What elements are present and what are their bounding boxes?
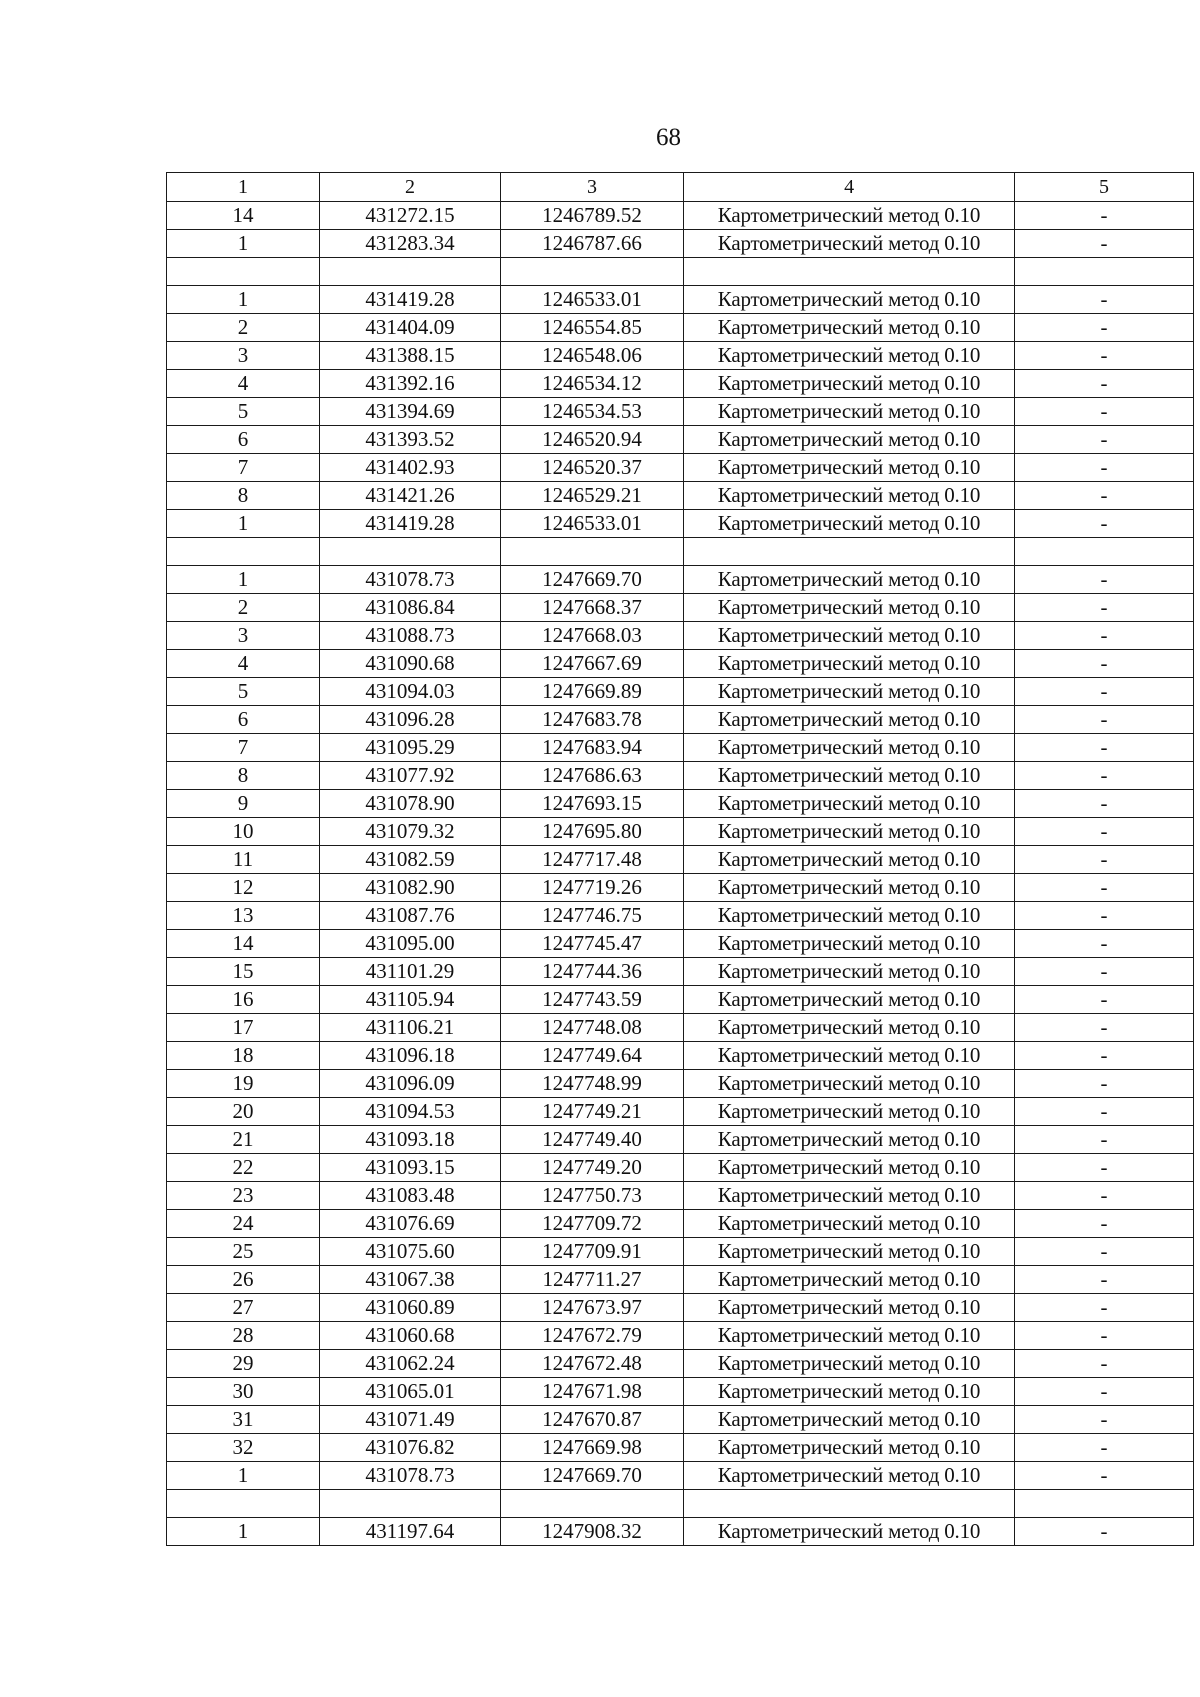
point-number-cell: 1 [167,286,320,314]
note-cell: - [1015,846,1194,874]
y-coordinate-cell: 1246529.21 [501,482,684,510]
y-coordinate-cell: 1247746.75 [501,902,684,930]
point-number-cell: 5 [167,678,320,706]
note-cell: - [1015,370,1194,398]
x-coordinate-cell: 431402.93 [320,454,501,482]
header-cell-1: 1 [167,173,320,202]
method-accuracy-cell: Картометрический метод 0.10 [684,1518,1015,1546]
point-number-cell: 8 [167,482,320,510]
table-row [167,286,1194,314]
method-accuracy-cell [684,258,1015,286]
y-coordinate-cell: 1247683.94 [501,734,684,762]
y-coordinate-cell: 1246533.01 [501,286,684,314]
y-coordinate-cell [501,538,684,566]
y-coordinate-cell: 1247672.79 [501,1322,684,1350]
note-cell: - [1015,482,1194,510]
table-row [167,230,1194,258]
table-row [167,566,1194,594]
point-number-cell: 15 [167,958,320,986]
method-accuracy-cell: Картометрический метод 0.10 [684,958,1015,986]
x-coordinate-cell: 431077.92 [320,762,501,790]
note-cell: - [1015,1322,1194,1350]
x-coordinate-cell: 431060.89 [320,1294,501,1322]
y-coordinate-cell: 1247673.97 [501,1294,684,1322]
point-number-cell: 3 [167,342,320,370]
y-coordinate-cell: 1246520.37 [501,454,684,482]
point-number-cell: 29 [167,1350,320,1378]
table-row [167,902,1194,930]
y-coordinate-cell: 1246554.85 [501,314,684,342]
point-number-cell: 20 [167,1098,320,1126]
y-coordinate-cell: 1247672.48 [501,1350,684,1378]
point-number-cell: 17 [167,1014,320,1042]
table-row [167,1154,1194,1182]
table-row [167,818,1194,846]
x-coordinate-cell: 431093.18 [320,1126,501,1154]
point-number-cell [167,538,320,566]
y-coordinate-cell: 1247750.73 [501,1182,684,1210]
x-coordinate-cell: 431065.01 [320,1378,501,1406]
y-coordinate-cell: 1247709.72 [501,1210,684,1238]
note-cell: - [1015,1266,1194,1294]
table-row [167,202,1194,230]
x-coordinate-cell: 431076.69 [320,1210,501,1238]
x-coordinate-cell: 431095.00 [320,930,501,958]
note-cell: - [1015,734,1194,762]
x-coordinate-cell: 431093.15 [320,1154,501,1182]
separator-row [167,538,1194,566]
table-row [167,454,1194,482]
point-number-cell: 27 [167,1294,320,1322]
y-coordinate-cell: 1246520.94 [501,426,684,454]
x-coordinate-cell: 431094.03 [320,678,501,706]
point-number-cell: 11 [167,846,320,874]
x-coordinate-cell: 431078.73 [320,566,501,594]
point-number-cell: 14 [167,202,320,230]
y-coordinate-cell: 1246534.53 [501,398,684,426]
method-accuracy-cell: Картометрический метод 0.10 [684,370,1015,398]
method-accuracy-cell [684,1490,1015,1518]
point-number-cell: 1 [167,1462,320,1490]
y-coordinate-cell: 1247669.70 [501,566,684,594]
method-accuracy-cell: Картометрический метод 0.10 [684,1210,1015,1238]
table-row [167,986,1194,1014]
note-cell: - [1015,1350,1194,1378]
note-cell: - [1015,1294,1194,1322]
y-coordinate-cell: 1247744.36 [501,958,684,986]
method-accuracy-cell: Картометрический метод 0.10 [684,930,1015,958]
x-coordinate-cell: 431101.29 [320,958,501,986]
note-cell [1015,258,1194,286]
note-cell: - [1015,1098,1194,1126]
x-coordinate-cell: 431106.21 [320,1014,501,1042]
note-cell: - [1015,622,1194,650]
y-coordinate-cell: 1247693.15 [501,790,684,818]
note-cell: - [1015,1154,1194,1182]
table-row [167,734,1194,762]
note-cell: - [1015,1434,1194,1462]
note-cell: - [1015,1406,1194,1434]
note-cell: - [1015,930,1194,958]
method-accuracy-cell: Картометрический метод 0.10 [684,874,1015,902]
x-coordinate-cell: 431404.09 [320,314,501,342]
point-number-cell: 10 [167,818,320,846]
method-accuracy-cell: Картометрический метод 0.10 [684,1266,1015,1294]
table-row [167,398,1194,426]
table-row [167,1378,1194,1406]
method-accuracy-cell: Картометрический метод 0.10 [684,1378,1015,1406]
method-accuracy-cell: Картометрический метод 0.10 [684,986,1015,1014]
y-coordinate-cell: 1247719.26 [501,874,684,902]
table-row [167,370,1194,398]
note-cell [1015,1490,1194,1518]
separator-row [167,258,1194,286]
table-row [167,1070,1194,1098]
note-cell [1015,538,1194,566]
y-coordinate-cell: 1247749.64 [501,1042,684,1070]
x-coordinate-cell: 431421.26 [320,482,501,510]
x-coordinate-cell: 431071.49 [320,1406,501,1434]
x-coordinate-cell: 431075.60 [320,1238,501,1266]
table-row [167,1322,1194,1350]
method-accuracy-cell: Картометрический метод 0.10 [684,426,1015,454]
method-accuracy-cell [684,538,1015,566]
note-cell: - [1015,1126,1194,1154]
y-coordinate-cell: 1247908.32 [501,1518,684,1546]
y-coordinate-cell: 1247670.87 [501,1406,684,1434]
method-accuracy-cell: Картометрический метод 0.10 [684,230,1015,258]
note-cell: - [1015,566,1194,594]
x-coordinate-cell: 431419.28 [320,286,501,314]
point-number-cell: 3 [167,622,320,650]
y-coordinate-cell: 1247683.78 [501,706,684,734]
point-number-cell: 8 [167,762,320,790]
point-number-cell: 1 [167,566,320,594]
table-row [167,426,1194,454]
x-coordinate-cell: 431086.84 [320,594,501,622]
x-coordinate-cell: 431078.90 [320,790,501,818]
x-coordinate-cell: 431105.94 [320,986,501,1014]
table-row [167,1462,1194,1490]
note-cell: - [1015,902,1194,930]
y-coordinate-cell: 1247743.59 [501,986,684,1014]
method-accuracy-cell: Картометрический метод 0.10 [684,454,1015,482]
table-row [167,1014,1194,1042]
note-cell: - [1015,1182,1194,1210]
point-number-cell: 16 [167,986,320,1014]
note-cell: - [1015,678,1194,706]
point-number-cell [167,258,320,286]
table-row [167,706,1194,734]
x-coordinate-cell: 431272.15 [320,202,501,230]
y-coordinate-cell: 1247668.37 [501,594,684,622]
note-cell: - [1015,818,1194,846]
point-number-cell: 7 [167,734,320,762]
x-coordinate-cell: 431096.09 [320,1070,501,1098]
note-cell: - [1015,986,1194,1014]
y-coordinate-cell: 1247669.98 [501,1434,684,1462]
note-cell: - [1015,594,1194,622]
header-cell-4: 4 [684,173,1015,202]
separator-row [167,1490,1194,1518]
table-row [167,1266,1194,1294]
y-coordinate-cell: 1246787.66 [501,230,684,258]
point-number-cell [167,1490,320,1518]
table-row [167,790,1194,818]
y-coordinate-cell: 1247667.69 [501,650,684,678]
y-coordinate-cell: 1247669.70 [501,1462,684,1490]
x-coordinate-cell: 431088.73 [320,622,501,650]
point-number-cell: 23 [167,1182,320,1210]
point-number-cell: 30 [167,1378,320,1406]
coordinates-table [166,172,1194,1546]
note-cell: - [1015,1042,1194,1070]
method-accuracy-cell: Картометрический метод 0.10 [684,482,1015,510]
x-coordinate-cell: 431076.82 [320,1434,501,1462]
point-number-cell: 4 [167,650,320,678]
y-coordinate-cell: 1247668.03 [501,622,684,650]
method-accuracy-cell: Картометрический метод 0.10 [684,902,1015,930]
method-accuracy-cell: Картометрический метод 0.10 [684,1434,1015,1462]
method-accuracy-cell: Картометрический метод 0.10 [684,1294,1015,1322]
x-coordinate-cell: 431082.90 [320,874,501,902]
table-row [167,930,1194,958]
table-header-row [167,173,1194,202]
method-accuracy-cell: Картометрический метод 0.10 [684,1070,1015,1098]
point-number-cell: 5 [167,398,320,426]
table-row [167,1350,1194,1378]
method-accuracy-cell: Картометрический метод 0.10 [684,1350,1015,1378]
point-number-cell: 18 [167,1042,320,1070]
note-cell: - [1015,790,1194,818]
method-accuracy-cell: Картометрический метод 0.10 [684,818,1015,846]
method-accuracy-cell: Картометрический метод 0.10 [684,1014,1015,1042]
note-cell: - [1015,706,1194,734]
note-cell: - [1015,1238,1194,1266]
table-row [167,1126,1194,1154]
method-accuracy-cell: Картометрический метод 0.10 [684,398,1015,426]
note-cell: - [1015,958,1194,986]
note-cell: - [1015,762,1194,790]
note-cell: - [1015,342,1194,370]
point-number-cell: 1 [167,510,320,538]
x-coordinate-cell: 431067.38 [320,1266,501,1294]
x-coordinate-cell: 431082.59 [320,846,501,874]
x-coordinate-cell: 431095.29 [320,734,501,762]
method-accuracy-cell: Картометрический метод 0.10 [684,1154,1015,1182]
table-row [167,1098,1194,1126]
method-accuracy-cell: Картометрический метод 0.10 [684,1042,1015,1070]
note-cell: - [1015,398,1194,426]
x-coordinate-cell: 431090.68 [320,650,501,678]
point-number-cell: 4 [167,370,320,398]
method-accuracy-cell: Картометрический метод 0.10 [684,1182,1015,1210]
method-accuracy-cell: Картометрический метод 0.10 [684,342,1015,370]
point-number-cell: 26 [167,1266,320,1294]
note-cell: - [1015,1518,1194,1546]
y-coordinate-cell: 1247717.48 [501,846,684,874]
x-coordinate-cell [320,538,501,566]
point-number-cell: 22 [167,1154,320,1182]
point-number-cell: 6 [167,706,320,734]
method-accuracy-cell: Картометрический метод 0.10 [684,202,1015,230]
table-row [167,314,1194,342]
point-number-cell: 24 [167,1210,320,1238]
x-coordinate-cell: 431079.32 [320,818,501,846]
point-number-cell: 25 [167,1238,320,1266]
table-row [167,958,1194,986]
point-number-cell: 7 [167,454,320,482]
method-accuracy-cell: Картометрический метод 0.10 [684,622,1015,650]
x-coordinate-cell: 431392.16 [320,370,501,398]
point-number-cell: 9 [167,790,320,818]
x-coordinate-cell: 431283.34 [320,230,501,258]
point-number-cell: 2 [167,594,320,622]
header-cell-2: 2 [320,173,501,202]
point-number-cell: 13 [167,902,320,930]
x-coordinate-cell: 431096.18 [320,1042,501,1070]
x-coordinate-cell: 431388.15 [320,342,501,370]
table-row [167,1042,1194,1070]
method-accuracy-cell: Картометрический метод 0.10 [684,510,1015,538]
x-coordinate-cell: 431062.24 [320,1350,501,1378]
note-cell: - [1015,454,1194,482]
table-row [167,846,1194,874]
y-coordinate-cell [501,258,684,286]
y-coordinate-cell: 1247749.40 [501,1126,684,1154]
table-row [167,762,1194,790]
y-coordinate-cell: 1247711.27 [501,1266,684,1294]
method-accuracy-cell: Картометрический метод 0.10 [684,734,1015,762]
table-row [167,1210,1194,1238]
method-accuracy-cell: Картометрический метод 0.10 [684,846,1015,874]
y-coordinate-cell: 1247686.63 [501,762,684,790]
x-coordinate-cell: 431197.64 [320,1518,501,1546]
method-accuracy-cell: Картометрический метод 0.10 [684,1238,1015,1266]
method-accuracy-cell: Картометрический метод 0.10 [684,1126,1015,1154]
point-number-cell: 12 [167,874,320,902]
note-cell: - [1015,426,1194,454]
point-number-cell: 21 [167,1126,320,1154]
y-coordinate-cell: 1247749.21 [501,1098,684,1126]
header-cell-3: 3 [501,173,684,202]
y-coordinate-cell: 1246533.01 [501,510,684,538]
table-row [167,1182,1194,1210]
note-cell: - [1015,202,1194,230]
note-cell: - [1015,874,1194,902]
table-row [167,622,1194,650]
method-accuracy-cell: Картометрический метод 0.10 [684,762,1015,790]
x-coordinate-cell: 431083.48 [320,1182,501,1210]
point-number-cell: 14 [167,930,320,958]
x-coordinate-cell: 431078.73 [320,1462,501,1490]
method-accuracy-cell: Картометрический метод 0.10 [684,594,1015,622]
note-cell: - [1015,230,1194,258]
table-row [167,482,1194,510]
method-accuracy-cell: Картометрический метод 0.10 [684,1462,1015,1490]
y-coordinate-cell: 1246534.12 [501,370,684,398]
method-accuracy-cell: Картометрический метод 0.10 [684,678,1015,706]
y-coordinate-cell: 1247748.08 [501,1014,684,1042]
method-accuracy-cell: Картометрический метод 0.10 [684,1406,1015,1434]
y-coordinate-cell: 1247669.89 [501,678,684,706]
x-coordinate-cell: 431094.53 [320,1098,501,1126]
y-coordinate-cell: 1246789.52 [501,202,684,230]
table-row [167,874,1194,902]
note-cell: - [1015,1070,1194,1098]
method-accuracy-cell: Картометрический метод 0.10 [684,650,1015,678]
table-row [167,1434,1194,1462]
y-coordinate-cell: 1247748.99 [501,1070,684,1098]
point-number-cell: 6 [167,426,320,454]
note-cell: - [1015,314,1194,342]
note-cell: - [1015,286,1194,314]
note-cell: - [1015,1462,1194,1490]
method-accuracy-cell: Картометрический метод 0.10 [684,566,1015,594]
point-number-cell: 32 [167,1434,320,1462]
table-row [167,1238,1194,1266]
y-coordinate-cell: 1247709.91 [501,1238,684,1266]
y-coordinate-cell: 1247745.47 [501,930,684,958]
point-number-cell: 28 [167,1322,320,1350]
table-row [167,342,1194,370]
method-accuracy-cell: Картометрический метод 0.10 [684,706,1015,734]
x-coordinate-cell [320,258,501,286]
y-coordinate-cell: 1247671.98 [501,1378,684,1406]
note-cell: - [1015,510,1194,538]
x-coordinate-cell [320,1490,501,1518]
table-row [167,1294,1194,1322]
note-cell: - [1015,1014,1194,1042]
x-coordinate-cell: 431393.52 [320,426,501,454]
x-coordinate-cell: 431394.69 [320,398,501,426]
table-row [167,678,1194,706]
method-accuracy-cell: Картометрический метод 0.10 [684,314,1015,342]
y-coordinate-cell: 1247695.80 [501,818,684,846]
note-cell: - [1015,1378,1194,1406]
point-number-cell: 1 [167,230,320,258]
point-number-cell: 1 [167,1518,320,1546]
y-coordinate-cell: 1247749.20 [501,1154,684,1182]
x-coordinate-cell: 431096.28 [320,706,501,734]
header-cell-5: 5 [1015,173,1194,202]
method-accuracy-cell: Картометрический метод 0.10 [684,790,1015,818]
note-cell: - [1015,1210,1194,1238]
table-row [167,510,1194,538]
x-coordinate-cell: 431060.68 [320,1322,501,1350]
table-row [167,594,1194,622]
point-number-cell: 19 [167,1070,320,1098]
method-accuracy-cell: Картометрический метод 0.10 [684,1322,1015,1350]
y-coordinate-cell [501,1490,684,1518]
point-number-cell: 31 [167,1406,320,1434]
table-row [167,1406,1194,1434]
table-row [167,1518,1194,1546]
x-coordinate-cell: 431087.76 [320,902,501,930]
y-coordinate-cell: 1246548.06 [501,342,684,370]
coordinates-table-body [167,173,1194,1546]
note-cell: - [1015,650,1194,678]
table-row [167,650,1194,678]
point-number-cell: 2 [167,314,320,342]
method-accuracy-cell: Картометрический метод 0.10 [684,1098,1015,1126]
x-coordinate-cell: 431419.28 [320,510,501,538]
method-accuracy-cell: Картометрический метод 0.10 [684,286,1015,314]
page-number: 68 [656,124,681,151]
